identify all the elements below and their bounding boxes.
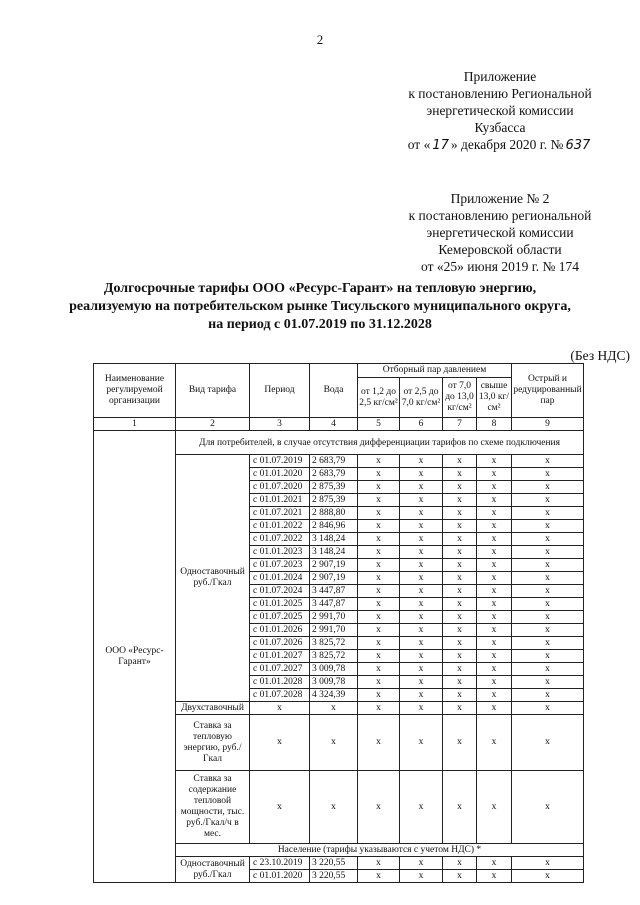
x-cell: х (400, 481, 443, 494)
water-value: 3 009,78 (310, 676, 358, 689)
section-consumers: Для потребителей, в случае отсутствия дифференциации тарифов по схеме подключения (176, 431, 584, 455)
x-cell: х (443, 637, 477, 650)
x-cell: х (358, 481, 400, 494)
header-tariff-type: Вид тарифа (176, 364, 250, 418)
x-cell: х (477, 494, 512, 507)
x-cell: х (512, 598, 584, 611)
water-value: 2 683,79 (310, 455, 358, 468)
x-cell: х (477, 598, 512, 611)
column-number: 1 (94, 418, 176, 431)
x-cell: х (443, 481, 477, 494)
water-value: 2 888,80 (310, 507, 358, 520)
x-cell: х (477, 689, 512, 702)
water-value: 4 324,39 (310, 689, 358, 702)
x-cell: х (512, 546, 584, 559)
column-number: 4 (310, 418, 358, 431)
x-cell: х (400, 676, 443, 689)
x-cell: х (400, 520, 443, 533)
x-cell: х (358, 611, 400, 624)
x-cell: х (443, 771, 477, 844)
x-cell: х (512, 870, 584, 883)
appendix-current-line2: к постановлению Региональной (408, 86, 592, 101)
x-cell: х (443, 611, 477, 624)
header-sharp-steam: Острый и редуцированный пар (512, 364, 584, 418)
period-cell: с 01.01.2028 (250, 676, 310, 689)
x-cell: х (358, 546, 400, 559)
x-cell: х (310, 715, 358, 771)
x-cell: х (358, 663, 400, 676)
x-cell: х (477, 533, 512, 546)
page-number: 2 (316, 32, 324, 47)
population-period-cell: с 01.01.2020 (250, 870, 310, 883)
x-cell: х (443, 715, 477, 771)
column-number: 8 (477, 418, 512, 431)
x-cell: х (358, 637, 400, 650)
x-cell: х (443, 468, 477, 481)
x-cell: х (512, 559, 584, 572)
column-number: 2 (176, 418, 250, 431)
period-cell: с 01.01.2026 (250, 624, 310, 637)
period-cell: с 01.07.2026 (250, 637, 310, 650)
section-consumers-row (94, 431, 584, 455)
document-title (0, 280, 640, 334)
x-cell: х (512, 857, 584, 870)
x-cell: х (512, 481, 584, 494)
appendix-prior-line5: от «25» июня 2019 г. № 174 (421, 259, 579, 274)
x-cell: х (358, 650, 400, 663)
x-cell: х (443, 520, 477, 533)
x-cell: х (443, 676, 477, 689)
header-water: Вода (310, 364, 358, 418)
handwritten-number: 637 (565, 138, 591, 153)
x-cell: х (477, 611, 512, 624)
capacity-rate-label: Ставка за содержание тепловой мощности, тыс. руб./Гкал/ч в мес. (176, 771, 250, 844)
title-line2: реализуемую на потребительском рынке Тисульского муниципального округа, (69, 299, 571, 314)
x-cell: х (512, 520, 584, 533)
period-cell: с 01.01.2021 (250, 494, 310, 507)
org-name-cell: ООО «Ресурс-Гарант» (94, 431, 176, 883)
heat-rate-label: Ставка за тепловую энергию, руб./Гкал (176, 715, 250, 771)
x-cell: х (358, 676, 400, 689)
water-value: 3 009,78 (310, 663, 358, 676)
x-cell: х (400, 702, 443, 715)
x-cell: х (512, 650, 584, 663)
x-cell: х (443, 624, 477, 637)
x-cell: х (400, 507, 443, 520)
x-cell: х (477, 559, 512, 572)
x-cell: х (512, 702, 584, 715)
x-cell: х (512, 494, 584, 507)
x-cell: х (512, 611, 584, 624)
x-cell: х (400, 624, 443, 637)
x-cell: х (477, 637, 512, 650)
x-cell: х (512, 585, 584, 598)
period-cell: с 01.07.2024 (250, 585, 310, 598)
period-cell: с 01.01.2023 (250, 546, 310, 559)
x-cell: х (477, 468, 512, 481)
x-cell: х (358, 455, 400, 468)
x-cell: х (310, 702, 358, 715)
appendix-prior-line1: Приложение № 2 (450, 191, 550, 206)
x-cell: х (477, 624, 512, 637)
column-number: 3 (250, 418, 310, 431)
x-cell: х (477, 870, 512, 883)
x-cell: х (477, 572, 512, 585)
x-cell: х (400, 870, 443, 883)
x-cell: х (512, 624, 584, 637)
column-number: 6 (400, 418, 443, 431)
x-cell: х (512, 507, 584, 520)
period-cell: с 01.01.2024 (250, 572, 310, 585)
x-cell: х (358, 689, 400, 702)
x-cell: х (358, 559, 400, 572)
period-cell: с 01.01.2022 (250, 520, 310, 533)
water-value: 3 825,72 (310, 650, 358, 663)
period-cell: с 01.07.2022 (250, 533, 310, 546)
period-cell: с 01.07.2027 (250, 663, 310, 676)
x-cell: х (477, 481, 512, 494)
x-cell: х (400, 533, 443, 546)
x-cell: х (477, 546, 512, 559)
column-number: 5 (358, 418, 400, 431)
x-cell: х (443, 507, 477, 520)
x-cell: х (443, 572, 477, 585)
x-cell: х (477, 771, 512, 844)
period-cell: с 01.07.2019 (250, 455, 310, 468)
header-pressure-2: от 2,5 до 7,0 кг/см² (400, 378, 443, 418)
appendix-prior-line3: энергетической комиссии (426, 225, 574, 240)
x-cell: х (358, 520, 400, 533)
appendix-current-line4: Кузбасса (474, 120, 526, 135)
x-cell: х (310, 771, 358, 844)
period-cell: с 01.07.2025 (250, 611, 310, 624)
x-cell: х (512, 715, 584, 771)
x-cell: х (512, 572, 584, 585)
water-value: 3 447,87 (310, 598, 358, 611)
population-water-value: 3 220,55 (310, 857, 358, 870)
water-value: 3 825,72 (310, 637, 358, 650)
x-cell: х (358, 507, 400, 520)
population-water-value: 3 220,55 (310, 870, 358, 883)
water-value: 2 683,79 (310, 468, 358, 481)
x-cell: х (512, 689, 584, 702)
x-cell: х (477, 715, 512, 771)
x-cell: х (358, 702, 400, 715)
column-number: 9 (512, 418, 584, 431)
x-cell: х (400, 611, 443, 624)
header-pressure-3: от 7,0 до 13,0 кг/см² (443, 378, 477, 418)
x-cell: х (400, 771, 443, 844)
x-cell: х (250, 702, 310, 715)
x-cell: х (400, 546, 443, 559)
header-pressure-4: свыше 13,0 кг/см² (477, 378, 512, 418)
x-cell: х (400, 637, 443, 650)
x-cell: х (477, 676, 512, 689)
water-value: 2 846,96 (310, 520, 358, 533)
x-cell: х (358, 715, 400, 771)
x-cell: х (358, 533, 400, 546)
x-cell: х (358, 572, 400, 585)
water-value: 2 991,70 (310, 611, 358, 624)
water-value: 3 148,24 (310, 533, 358, 546)
date-mid: » декабря 2020 г. № (450, 137, 564, 152)
period-cell: с 01.07.2021 (250, 507, 310, 520)
x-cell: х (512, 663, 584, 676)
x-cell: х (443, 663, 477, 676)
x-cell: х (400, 715, 443, 771)
x-cell: х (512, 771, 584, 844)
appendix-current-line1: Приложение (463, 69, 537, 84)
x-cell: х (477, 702, 512, 715)
x-cell: х (400, 572, 443, 585)
title-line1: Долгосрочные тарифы ООО «Ресурс-Гарант» на тепловую энергию, (103, 281, 537, 296)
header-steam-group: Отборный пар давлением (358, 364, 512, 378)
appendix-current-block (370, 68, 630, 154)
x-cell: х (477, 507, 512, 520)
appendix-current-line3: энергетической комиссии (426, 103, 574, 118)
x-cell: х (512, 676, 584, 689)
x-cell: х (477, 663, 512, 676)
x-cell: х (400, 494, 443, 507)
x-cell: х (250, 715, 310, 771)
x-cell: х (443, 857, 477, 870)
date-prefix: от « (407, 137, 431, 152)
x-cell: х (477, 520, 512, 533)
x-cell: х (400, 598, 443, 611)
x-cell: х (512, 533, 584, 546)
x-cell: х (400, 857, 443, 870)
tariff-table (93, 363, 584, 883)
header-period: Период (250, 364, 310, 418)
x-cell: х (400, 468, 443, 481)
appendix-prior-line4: Кемеровской области (438, 242, 562, 257)
x-cell: х (400, 689, 443, 702)
period-cell: с 01.07.2028 (250, 689, 310, 702)
x-cell: х (443, 598, 477, 611)
x-cell: х (443, 689, 477, 702)
x-cell: х (358, 494, 400, 507)
period-cell: с 01.01.2025 (250, 598, 310, 611)
x-cell: х (443, 585, 477, 598)
period-cell: с 01.07.2020 (250, 481, 310, 494)
x-cell: х (443, 455, 477, 468)
x-cell: х (358, 598, 400, 611)
x-cell: х (443, 533, 477, 546)
x-cell: х (400, 585, 443, 598)
x-cell: х (443, 650, 477, 663)
water-value: 2 875,39 (310, 494, 358, 507)
header-pressure-1: от 1,2 до 2,5 кг/см² (358, 378, 400, 418)
x-cell: х (400, 650, 443, 663)
x-cell: х (358, 857, 400, 870)
x-cell: х (443, 702, 477, 715)
column-number: 7 (443, 418, 477, 431)
x-cell: х (443, 546, 477, 559)
x-cell: х (358, 771, 400, 844)
x-cell: х (443, 559, 477, 572)
x-cell: х (400, 663, 443, 676)
header-org: Наименование регулируемой организации (94, 364, 176, 418)
period-cell: с 01.07.2023 (250, 559, 310, 572)
population-period-cell: с 23.10.2019 (250, 857, 310, 870)
population-single-rate-label: Одноставочный руб./Гкал (176, 857, 250, 883)
vat-note: (Без НДС) (570, 348, 630, 363)
x-cell: х (477, 455, 512, 468)
x-cell: х (477, 857, 512, 870)
water-value: 2 875,39 (310, 481, 358, 494)
section-population: Население (тарифы указываются с учетом НДС) * (176, 844, 584, 857)
x-cell: х (443, 494, 477, 507)
appendix-current-date (370, 136, 630, 154)
x-cell: х (358, 624, 400, 637)
x-cell: х (400, 559, 443, 572)
two-rate-label: Двухставочный (176, 702, 250, 715)
x-cell: х (358, 870, 400, 883)
x-cell: х (512, 468, 584, 481)
water-value: 3 447,87 (310, 585, 358, 598)
handwritten-day: 17 (432, 138, 449, 153)
x-cell: х (512, 637, 584, 650)
x-cell: х (477, 585, 512, 598)
x-cell: х (358, 468, 400, 481)
period-cell: с 01.01.2027 (250, 650, 310, 663)
x-cell: х (512, 455, 584, 468)
x-cell: х (477, 650, 512, 663)
x-cell: х (250, 771, 310, 844)
appendix-prior-line2: к постановлению региональной (408, 208, 592, 223)
water-value: 2 991,70 (310, 624, 358, 637)
water-value: 2 907,19 (310, 559, 358, 572)
title-line3: на период с 01.07.2019 по 31.12.2028 (208, 317, 432, 332)
water-value: 3 148,24 (310, 546, 358, 559)
x-cell: х (400, 455, 443, 468)
period-cell: с 01.01.2020 (250, 468, 310, 481)
x-cell: х (443, 870, 477, 883)
x-cell: х (358, 585, 400, 598)
appendix-prior-block (370, 190, 630, 275)
single-rate-label: Одноставочный руб./Гкал (176, 455, 250, 702)
water-value: 2 907,19 (310, 572, 358, 585)
